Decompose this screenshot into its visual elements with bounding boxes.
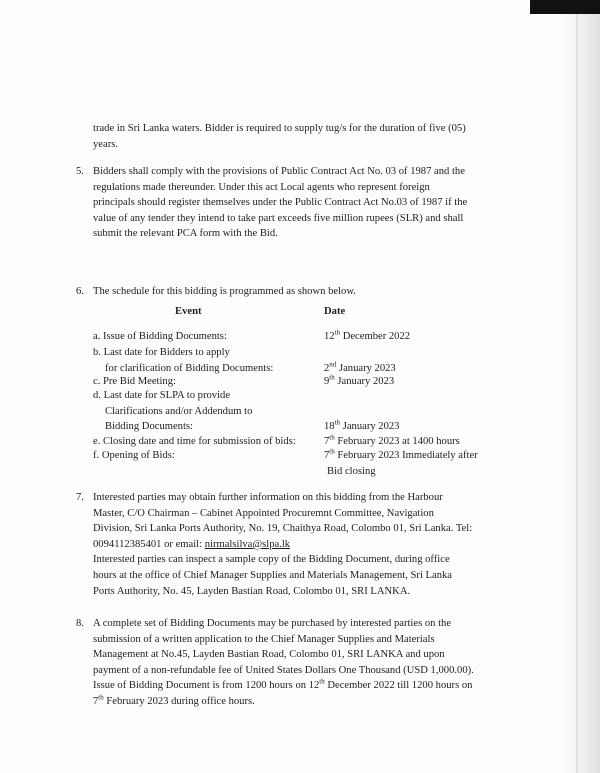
item-8-number: 8.	[76, 618, 84, 629]
scan-corner	[530, 0, 600, 14]
item-6-intro: The schedule for this bidding is programmed as shown below.	[93, 286, 356, 297]
issue-text: February 2023 during office hours.	[103, 695, 255, 707]
schedule-date	[324, 419, 524, 435]
item-5-line: regulations made thereunder. Under this act Local agents who represent foreign	[93, 181, 430, 193]
date-day: 18	[324, 421, 335, 433]
schedule-date	[324, 329, 524, 345]
item-7-contact-line	[93, 537, 493, 553]
date-suffix: th	[334, 328, 341, 337]
date-day: 2	[324, 362, 330, 374]
intro-paragraph	[93, 121, 493, 152]
date-rest: January 2023	[334, 376, 395, 387]
email-link[interactable]: nirmalsilva@slpa.lk	[204, 538, 291, 550]
item-7-line: hours at the office of Chief Manager Supplies and Materials Management, Sri Lanka	[93, 569, 453, 581]
schedule-event-line: Bidding Documents:	[105, 421, 193, 433]
item-7-line: Master, C/O Chairman – Cabinet Appointed Procuremnt Committee, Navigation	[93, 507, 434, 519]
date-suffix: th	[319, 677, 325, 686]
item-7-number: 7.	[76, 492, 84, 503]
schedule-event-line: d. Last date for SLPA to provide	[93, 390, 231, 401]
date-suffix: th	[98, 693, 104, 702]
item-8-line: Management at No.45, Layden Bastian Road, Colombo 01, SRI LANKA and upon	[93, 649, 445, 661]
item-8-paragraph	[93, 616, 493, 710]
item-7-line: Ports Authority, No. 45, Layden Bastian Road, Colombo 01, SRI LANKA.	[93, 585, 411, 597]
date-day: 7	[93, 695, 99, 707]
schedule-event-line: b. Last date for Bidders to apply	[93, 347, 230, 358]
item-7-line: Interested parties can inspect a sample copy of the Bidding Document, during office	[93, 554, 450, 566]
schedule-event-line: c. Pre Bid Meeting:	[93, 376, 176, 387]
date-suffix: th	[329, 373, 335, 382]
item-7-line: Division, Sri Lanka Ports Authority, No. 19, Chaithya Road, Colombo 01, Sri Lanka. Tel:	[93, 523, 473, 535]
schedule-event	[93, 388, 318, 435]
page-edge-shadow	[560, 0, 600, 773]
schedule-header-event: Event	[175, 306, 202, 317]
intro-line: years.	[93, 138, 118, 150]
issue-text: Issue of Bidding Document is from 1200 hours on 12	[93, 680, 320, 692]
date-suffix: th	[329, 447, 335, 456]
schedule-date	[324, 448, 524, 479]
date-rest: January 2023	[336, 362, 396, 374]
issue-text: December 2022 till 1200 hours on	[324, 680, 473, 692]
telephone-text: 0094112385401 or email:	[93, 538, 205, 550]
schedule-event	[93, 329, 318, 345]
schedule-event-line: f. Opening of Bids:	[93, 450, 175, 461]
schedule-header-date: Date	[324, 306, 346, 317]
item-5-number: 5.	[76, 166, 84, 177]
item-5-line: value of any tender they intend to take part exceeds five million rupees (SLR) and shall	[93, 212, 464, 224]
item-7-paragraph	[93, 490, 493, 599]
date-rest: February 2023 Immediately after	[334, 450, 478, 461]
date-day: 7	[324, 450, 330, 461]
item-8-line: A complete set of Bidding Documents may be purchased by interested parties on the	[93, 618, 452, 629]
date-suffix: th	[329, 433, 335, 442]
item-5-line: principals should register themselves under the Public Contract Act No.03 of 1987 if the	[93, 197, 468, 209]
schedule-date	[324, 374, 524, 390]
schedule-event-line: for clarification of Bidding Documents:	[105, 362, 274, 374]
item-8-line: payment of a non-refundable fee of United States Dollars One Thousand (USD 1,000.00).	[93, 664, 474, 676]
item-6-number: 6.	[76, 286, 84, 297]
date-extra: Bid closing	[327, 465, 376, 477]
item-7-line: Interested parties may obtain further information on this bidding from the Harbour	[93, 492, 443, 503]
schedule-event-line: a. Issue of Bidding Documents:	[93, 331, 227, 342]
date-day: 9	[324, 376, 330, 387]
date-rest: December 2022	[340, 331, 411, 342]
date-rest: January 2023	[340, 421, 400, 433]
date-day: 12	[324, 331, 335, 342]
page-fold-line	[576, 0, 578, 773]
item-8-issue-line	[93, 678, 493, 694]
date-rest: February 2023 at 1400 hours	[334, 436, 460, 447]
schedule-event-line: e. Closing date and time for submission of bids:	[93, 436, 296, 447]
item-8-last-line	[93, 694, 493, 710]
schedule-event	[93, 448, 318, 464]
schedule-event	[93, 345, 318, 376]
item-5-line: submit the relevant PCA form with the Bid.	[93, 228, 278, 240]
schedule-event-line: Clarifications and/or Addendum to	[105, 405, 253, 417]
date-day: 7	[324, 436, 330, 447]
date-suffix: nd	[329, 360, 337, 369]
item-8-line: submission of a written application to the Chief Manager Supplies and Materials	[93, 633, 435, 645]
date-suffix: th	[334, 418, 341, 427]
item-5-paragraph	[93, 164, 493, 242]
intro-line: trade in Sri Lanka waters. Bidder is required to supply tug/s for the duration of five (05)	[93, 123, 466, 134]
item-5-line: Bidders shall comply with the provisions of Public Contract Act No. 03 of 1987 and the	[93, 166, 465, 177]
